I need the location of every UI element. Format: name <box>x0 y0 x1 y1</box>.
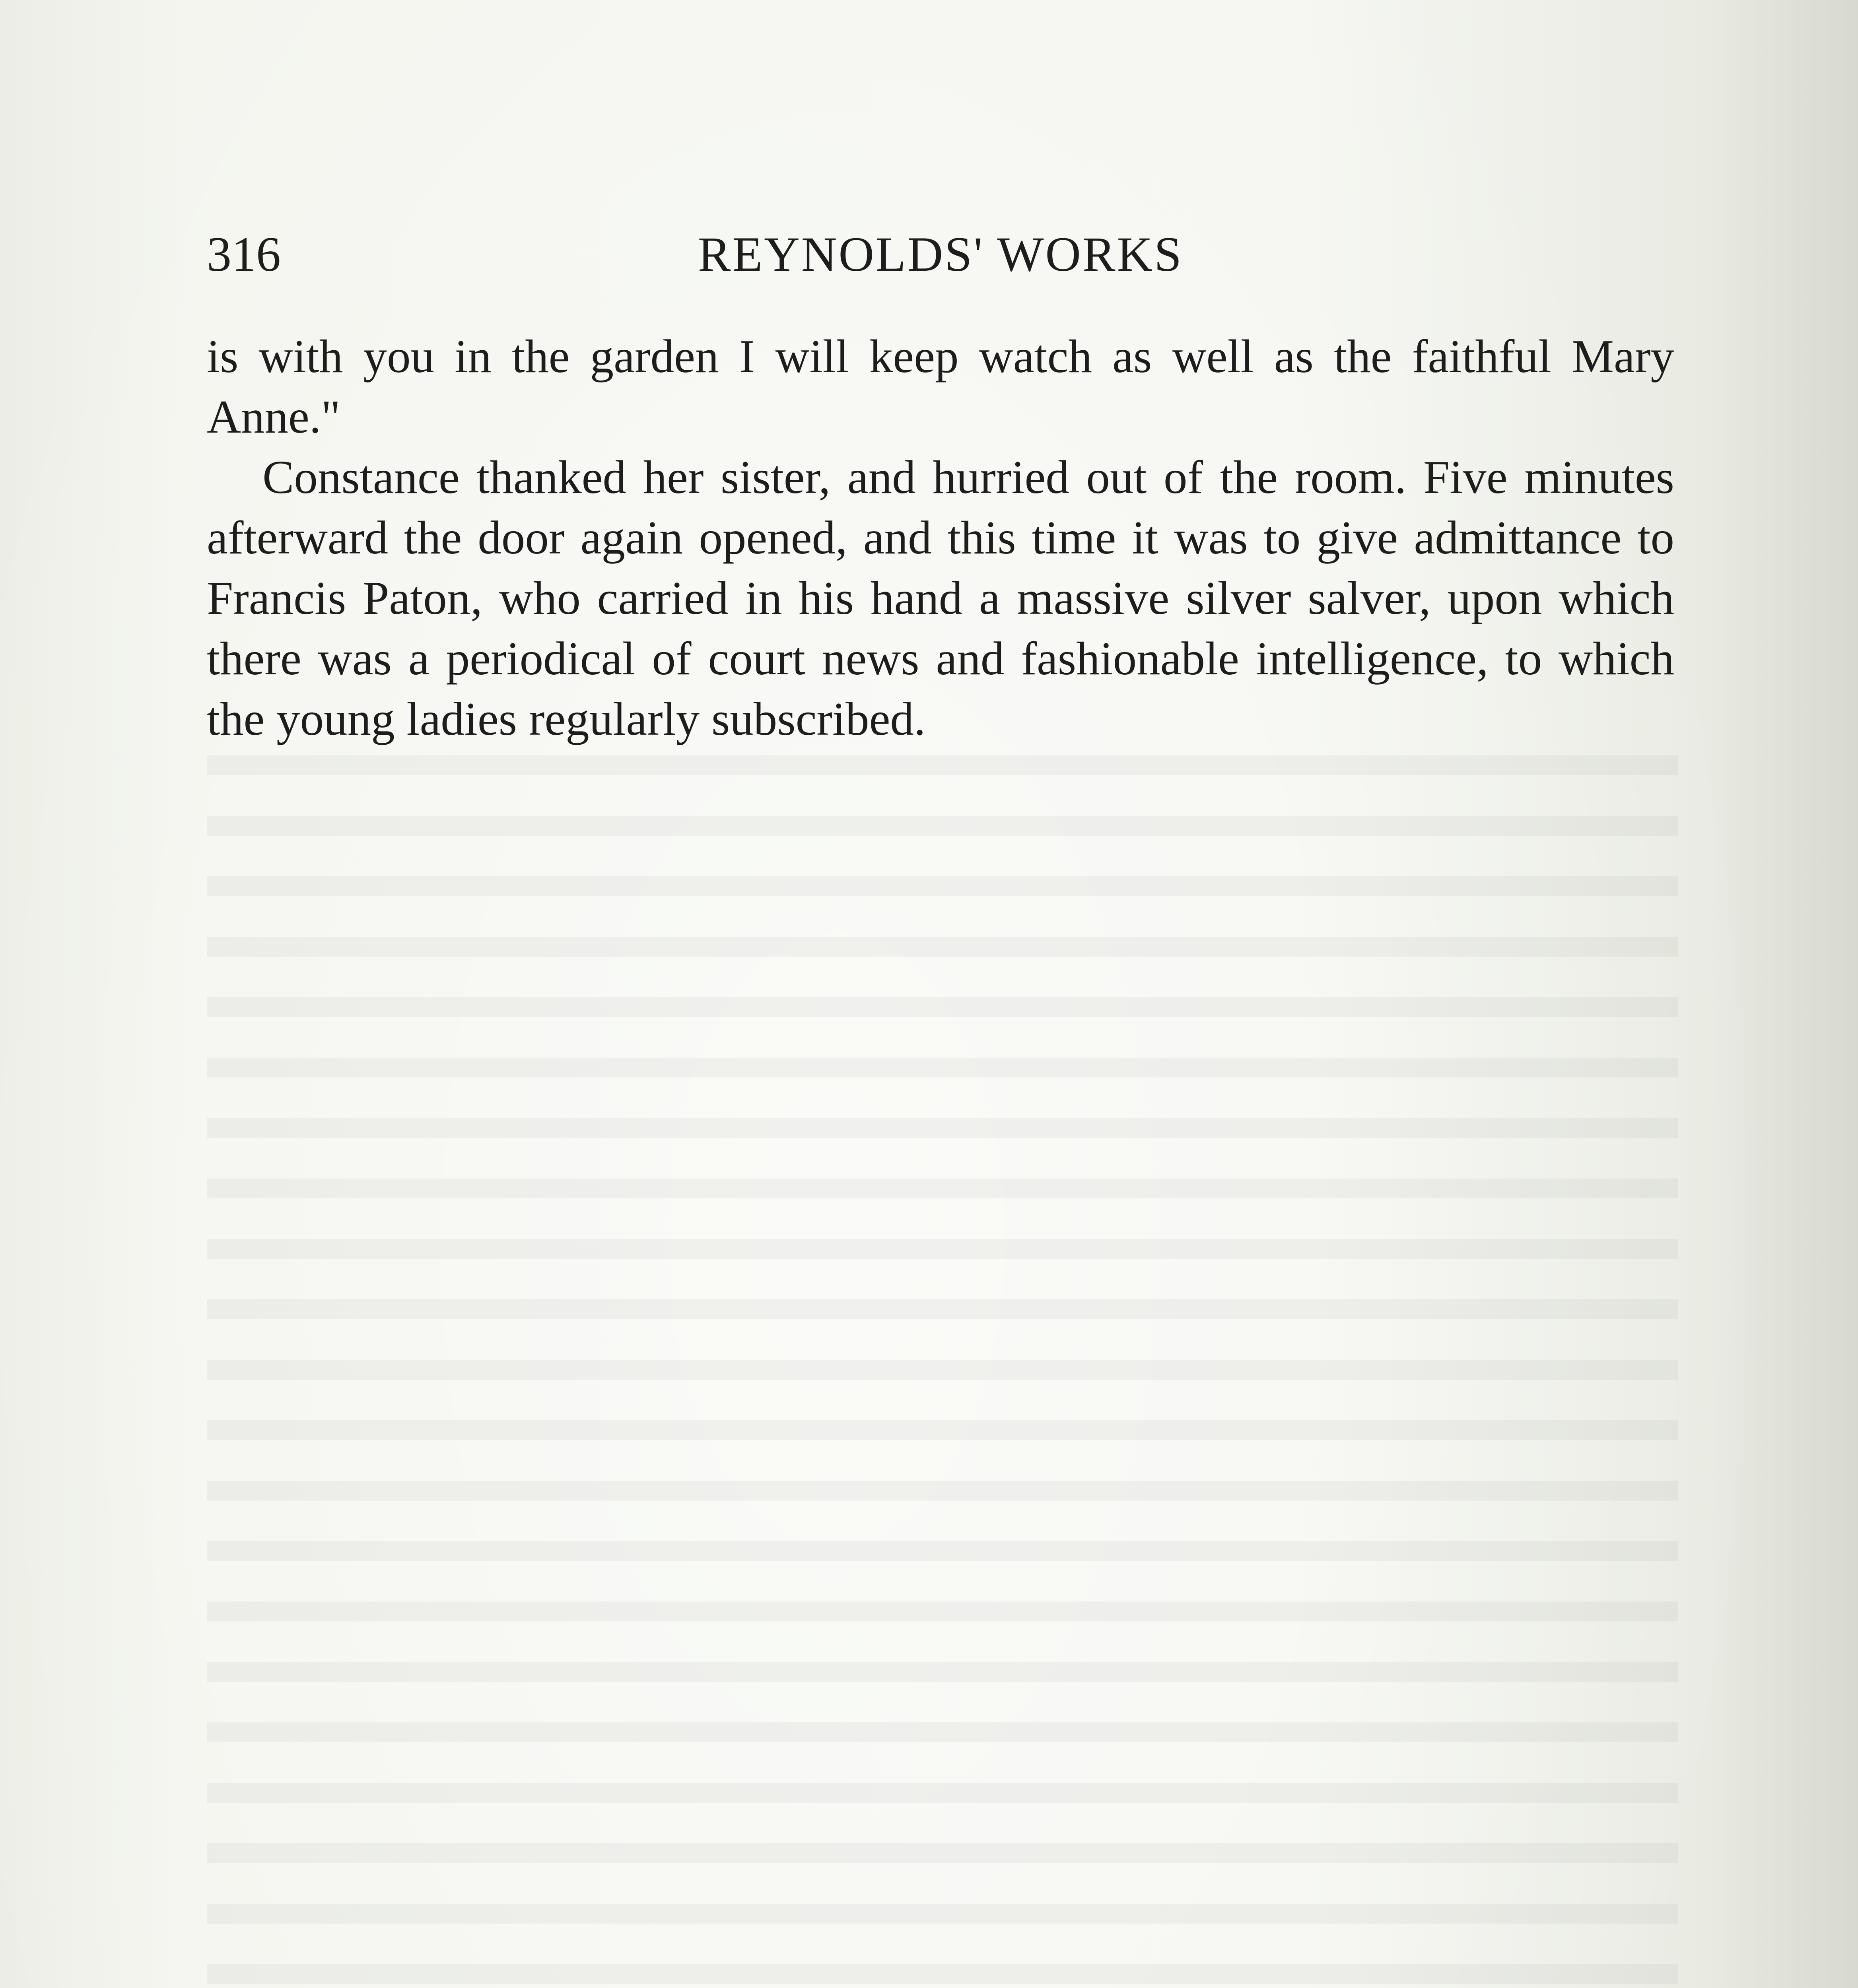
body-text <box>207 326 1674 749</box>
paragraph: Constance thanked her sister, and hurried out of the room. Five minutes afterward the door again opened, and this time it was to give admittance to Francis Paton, who carried in his hand a massive silver salver, upon which there was a periodical of court news and fashionable intelligence, to which the young ladies regularly subscribed. <box>207 451 1674 745</box>
page-header <box>207 217 1674 292</box>
paragraph-continued: is with you in the garden I will keep watch as well as the faithful Mary Anne." <box>207 330 1674 443</box>
show-through-text <box>207 755 1678 1988</box>
running-title: REYNOLDS' WORKS <box>698 227 1184 282</box>
page-number: 316 <box>207 227 281 282</box>
